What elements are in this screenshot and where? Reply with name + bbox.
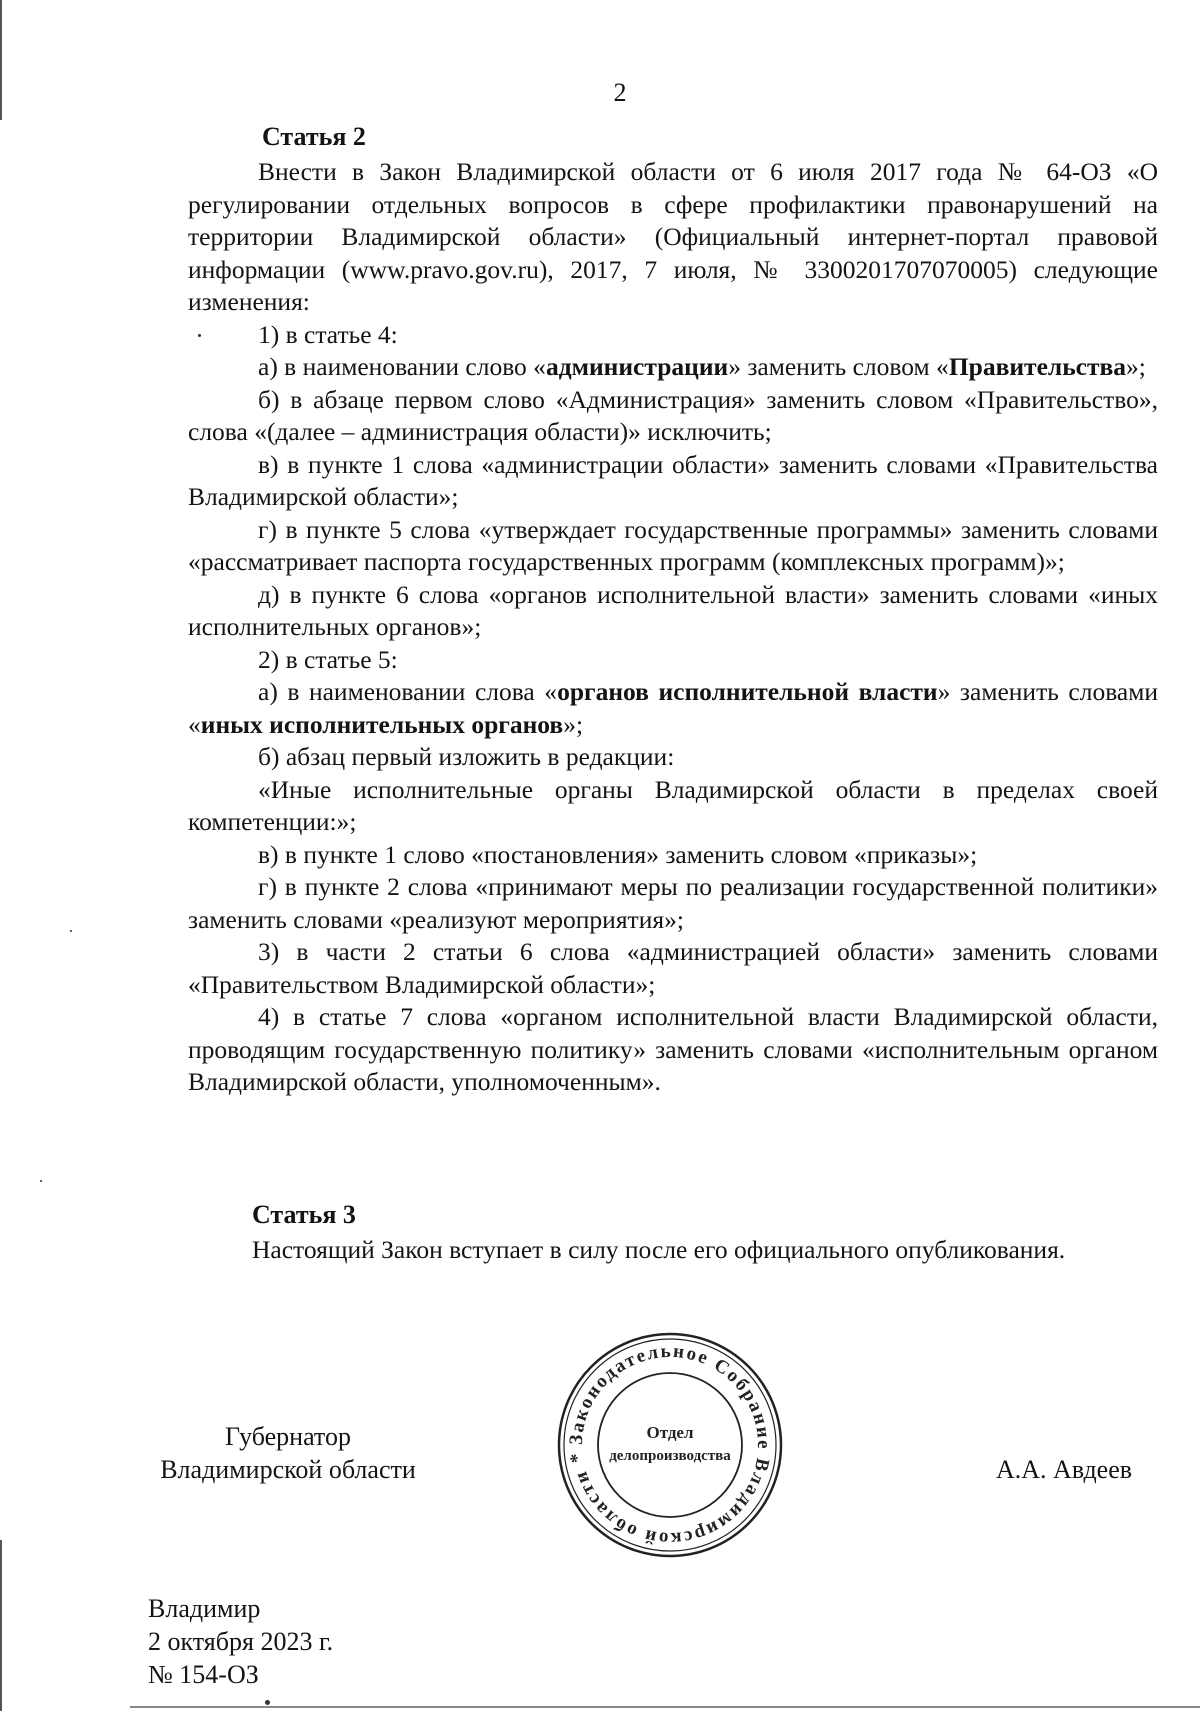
item-1a-bold-word-1: администрации — [545, 352, 729, 381]
stamp-center-line-2: делопроизводства — [609, 1448, 731, 1464]
footer-number: № 154-ОЗ — [148, 1660, 259, 1689]
governor-title-line-2: Владимирской области — [160, 1455, 416, 1484]
article-3-body — [180, 1234, 1150, 1267]
scan-speck — [40, 1180, 42, 1182]
item-1a-text-pre: а) в наименовании слово « — [258, 352, 546, 381]
article-2-heading: Статья 2 — [262, 122, 366, 151]
scan-speck — [198, 334, 201, 337]
item-1g: г) в пункте 5 слова «утверждает государственные программы» заменить словами «рассматривает паспорта государственных программ (комплексных программ)»; — [188, 514, 1158, 576]
footer-city: Владимир — [148, 1594, 261, 1623]
article-3-text: Настоящий Закон вступает в силу после его официального опубликования. — [252, 1235, 1066, 1264]
item-2a-text-post: »; — [563, 709, 584, 739]
article-2-intro: Внести в Закон Владимирской области от 6 июля 2017 года № 64-ОЗ «О регулировании отдельных вопросов в сфере профилактики правонарушений на территории Владимирской области» (Официальный интернет-портал правовой информации (www.pravo.gov.ru), 2017, 7 июля, № 3300201707070005) следующие изменения: — [188, 157, 1158, 316]
item-2a-bold-phrase-2: иных исполнительных органов — [200, 709, 564, 739]
governor-title-line-1: Губернатор — [225, 1422, 351, 1451]
document-footer — [148, 1592, 333, 1691]
page-number: 2 — [613, 78, 627, 107]
item-4: 4) в статье 7 слова «органом исполнительной власти Владимирской области, проводящим государственную политику» заменить словами «исполнительным органом Владимирской области, уполномоченным». — [188, 1002, 1158, 1096]
item-2b: б) абзац первый изложить в редакции: — [258, 742, 675, 771]
stamp-ring-text: Законодательное Собрание Владимирской области * — [565, 1340, 775, 1550]
scan-speck — [265, 1700, 270, 1705]
scan-bottom-line — [130, 1706, 1200, 1708]
stamp-center-line-1: Отдел — [646, 1423, 694, 1442]
scan-edge-mark — [0, 0, 2, 120]
official-seal-stamp — [555, 1330, 785, 1560]
item-1a-text-mid: » заменить словом « — [728, 352, 949, 381]
item-2a-text-pre: а) в наименовании слова « — [258, 677, 558, 706]
item-2v: в) в пункте 1 слово «постановления» заменить словом «приказы»; — [258, 839, 978, 869]
item-2b-quote: «Иные исполнительные органы Владимирской области в пределах своей компетенции:»; — [188, 774, 1158, 836]
item-1v: в) в пункте 1 слова «администрации области» заменить словами «Правительства Владимирской области»; — [188, 449, 1158, 511]
article-2-body — [188, 156, 1158, 1099]
footer-date: 2 октября 2023 г. — [148, 1627, 334, 1656]
item-2: 2) в статье 5: — [258, 644, 398, 674]
governor-name: А.А. Авдеев — [996, 1455, 1133, 1484]
item-2a — [188, 676, 1158, 741]
article-3-heading: Статья 3 — [252, 1200, 356, 1229]
item-1a-bold-word-2: Правительства — [948, 352, 1127, 381]
item-1b: б) в абзаце первом слово «Администрация» заменить словом «Правительство», слова «(далее – администрация области)» исключить; — [188, 384, 1158, 446]
item-1d: д) в пункте 6 слова «органов исполнительной власти» заменить словами «иных исполнительных органов»; — [188, 579, 1158, 641]
item-2a-bold-phrase-1: органов исполнительной власти — [557, 677, 938, 706]
scan-speck — [70, 930, 72, 932]
governor-title — [148, 1420, 428, 1486]
item-1a-text-post: »; — [1126, 352, 1146, 381]
item-3: 3) в части 2 статьи 6 слова «администрацией области» заменить словами «Правительством Владимирской области»; — [188, 937, 1158, 999]
item-1a — [188, 351, 1158, 384]
item-1: 1) в статье 4: — [258, 319, 398, 349]
item-2g: г) в пункте 2 слова «принимают меры по реализации государственной политики» заменить словами «реализуют мероприятия»; — [188, 872, 1158, 934]
item-2a-text-mid: » заменить словами « — [188, 677, 1158, 739]
scan-edge-mark — [0, 1540, 2, 1711]
